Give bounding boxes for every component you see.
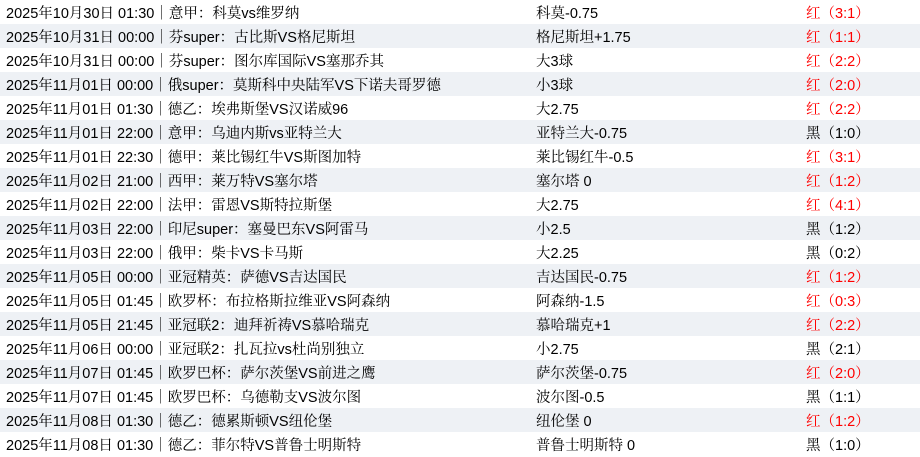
match-cell: 2025年11月07日 01:45｜欧罗巴杯：乌德勒支VS波尔图: [6, 389, 362, 406]
table-row: [0, 48, 920, 72]
table-row: [0, 96, 920, 120]
result-badge: 红（4:1）: [806, 197, 870, 214]
result-badge: 红（2:2）: [806, 101, 870, 118]
match-cell: 2025年11月02日 21:00｜西甲：莱万特VS塞尔塔: [6, 173, 318, 190]
table-row: [0, 0, 920, 24]
result-badge: 红（3:1）: [806, 5, 870, 22]
result-badge: 红（2:2）: [806, 317, 870, 334]
pick-cell: 大3球: [536, 53, 574, 70]
pick-cell: 小2.75: [536, 341, 579, 358]
result-cell: [770, 96, 920, 120]
result-cell: [770, 432, 920, 456]
pick-cell: 大2.75: [536, 101, 579, 118]
pick-cell: 莱比锡红牛-0.5: [536, 149, 634, 166]
table-row: [0, 360, 920, 384]
pick-cell: 萨尔茨堡-0.75: [536, 365, 628, 382]
pick-cell: 科莫-0.75: [536, 5, 599, 22]
table-row: [0, 240, 920, 264]
result-cell: [770, 48, 920, 72]
result-cell: [770, 168, 920, 192]
result-badge: 红（2:0）: [806, 77, 870, 94]
pick-cell: 普鲁士明斯特 0: [536, 437, 636, 454]
result-cell: [770, 360, 920, 384]
match-cell: 2025年11月01日 00:00｜俄super：莫斯科中央陆军VS下诺夫哥罗德: [6, 77, 441, 94]
match-cell: 2025年11月03日 22:00｜俄甲：柴卡VS卡马斯: [6, 245, 304, 262]
table-row: [0, 288, 920, 312]
result-cell: [770, 144, 920, 168]
table-row: [0, 384, 920, 408]
result-cell: [770, 336, 920, 360]
result-cell: [770, 216, 920, 240]
result-badge: 红（0:3）: [806, 293, 870, 310]
result-cell: [770, 24, 920, 48]
result-badge: 黑（1:0）: [806, 125, 870, 142]
table-row: [0, 168, 920, 192]
table-row: [0, 120, 920, 144]
match-cell: 2025年11月08日 01:30｜德乙：德累斯顿VS纽伦堡: [6, 413, 333, 430]
result-cell: [770, 240, 920, 264]
result-badge: 黑（1:1）: [806, 389, 870, 406]
match-cell: 2025年11月05日 00:00｜亚冠精英：萨德VS吉达国民: [6, 269, 347, 286]
match-cell: 2025年11月05日 01:45｜欧罗杯：布拉格斯拉维亚VS阿森纳: [6, 293, 391, 310]
pick-cell: 大2.75: [536, 197, 579, 214]
match-cell: 2025年11月01日 01:30｜德乙：埃弗斯堡VS汉诺威96: [6, 101, 349, 118]
pick-cell: 小3球: [536, 77, 574, 94]
result-badge: 红（1:1）: [806, 29, 870, 46]
pick-cell: 小2.5: [536, 221, 571, 238]
result-cell: [770, 72, 920, 96]
match-cell: 2025年11月06日 00:00｜亚冠联2：扎瓦拉vs杜尚别独立: [6, 341, 365, 358]
table-row: [0, 24, 920, 48]
result-cell: [770, 264, 920, 288]
match-cell: 2025年10月31日 00:00｜芬super：图尔库国际VS塞那乔其: [6, 53, 384, 70]
result-cell: [770, 384, 920, 408]
result-badge: 红（3:1）: [806, 149, 870, 166]
pick-cell: 大2.25: [536, 245, 579, 262]
match-cell: 2025年10月31日 00:00｜芬super：古比斯VS格尼斯坦: [6, 29, 355, 46]
result-badge: 黑（1:2）: [806, 221, 870, 238]
pick-cell: 波尔图-0.5: [536, 389, 605, 406]
table-row: [0, 72, 920, 96]
result-badge: 红（1:2）: [806, 173, 870, 190]
pick-cell: 慕哈瑞克+1: [536, 317, 611, 334]
pick-cell: 亚特兰大-0.75: [536, 125, 628, 142]
result-cell: [770, 120, 920, 144]
result-badge: 红（2:0）: [806, 365, 870, 382]
match-cell: 2025年11月01日 22:00｜意甲：乌迪内斯vs亚特兰大: [6, 125, 342, 142]
match-cell: 2025年11月01日 22:30｜德甲：莱比锡红牛VS斯图加特: [6, 149, 362, 166]
pick-cell: 吉达国民-0.75: [536, 269, 628, 286]
pick-cell: 纽伦堡 0: [536, 413, 592, 430]
result-badge: 黑（1:0）: [806, 437, 870, 454]
pick-cell: 塞尔塔 0: [536, 173, 592, 190]
table-row: [0, 264, 920, 288]
match-cell: 2025年11月02日 22:00｜法甲：雷恩VS斯特拉斯堡: [6, 197, 333, 214]
match-cell: 2025年11月08日 01:30｜德乙：菲尔特VS普鲁士明斯特: [6, 437, 362, 454]
result-cell: [770, 312, 920, 336]
match-cell: 2025年11月07日 01:45｜欧罗巴杯：萨尔茨堡VS前进之鹰: [6, 365, 376, 382]
result-cell: [770, 0, 920, 24]
result-cell: [770, 288, 920, 312]
table-row: [0, 408, 920, 432]
table-row: [0, 144, 920, 168]
result-badge: 红（1:2）: [806, 413, 870, 430]
table-row: [0, 312, 920, 336]
table-row: [0, 336, 920, 360]
pick-cell: 格尼斯坦+1.75: [536, 29, 631, 46]
result-cell: [770, 408, 920, 432]
table-row: [0, 432, 920, 456]
table-row: [0, 216, 920, 240]
result-badge: 黑（0:2）: [806, 245, 870, 262]
match-cell: 2025年11月05日 21:45｜亚冠联2：迪拜祈祷VS慕哈瑞克: [6, 317, 370, 334]
match-cell: 2025年11月03日 22:00｜印尼super：塞曼巴东VS阿雷马: [6, 221, 369, 238]
result-badge: 红（1:2）: [806, 269, 870, 286]
result-cell: [770, 192, 920, 216]
result-badge: 红（2:2）: [806, 53, 870, 70]
match-cell: 2025年10月30日 01:30｜意甲：科莫vs维罗纳: [6, 5, 300, 22]
result-badge: 黑（2:1）: [806, 341, 870, 358]
pick-cell: 阿森纳-1.5: [536, 293, 605, 310]
table-row: [0, 192, 920, 216]
